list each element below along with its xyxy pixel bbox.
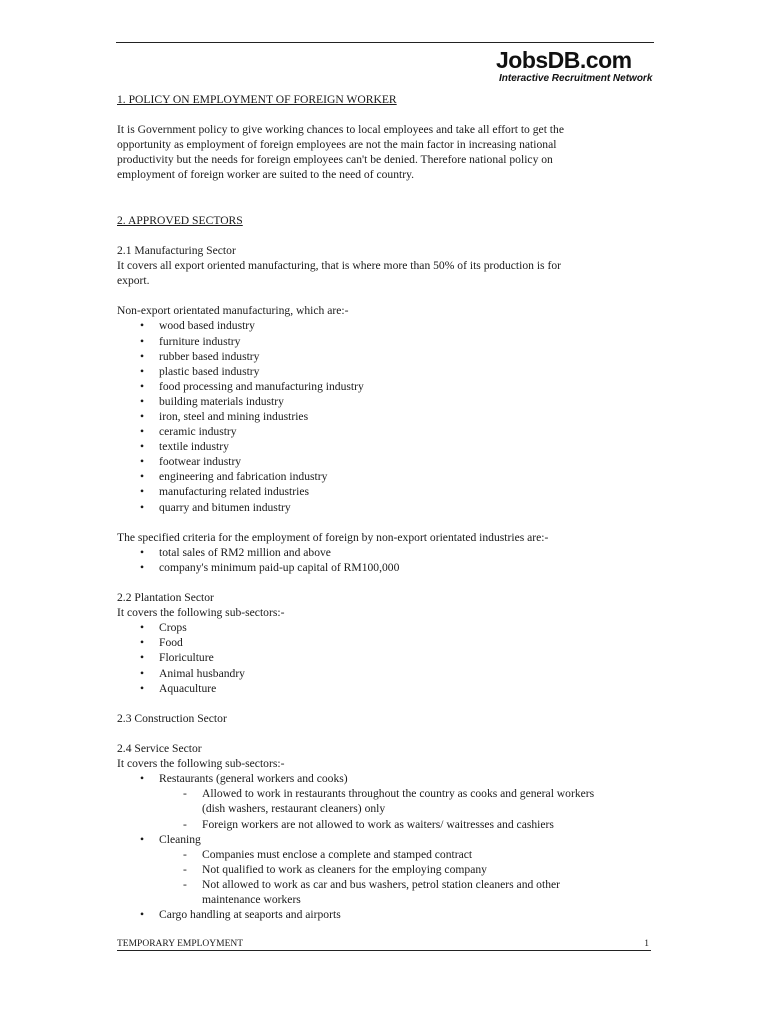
bullet-icon: • xyxy=(140,425,145,439)
bullet-icon: • xyxy=(140,364,145,378)
list-item-text: Cargo handling at seaports and airports xyxy=(159,908,341,922)
bullet-icon: • xyxy=(140,666,145,680)
section-1-heading: 1. POLICY ON EMPLOYMENT OF FOREIGN WORKER xyxy=(117,93,397,106)
list-item xyxy=(140,439,657,454)
list-item-text: Restaurants (general workers and cooks) xyxy=(159,772,348,786)
sub-note-line: Not allowed to work as car and bus washers, petrol station cleaners and other xyxy=(202,877,561,891)
list-item xyxy=(140,650,657,665)
bullet-icon: • xyxy=(140,500,145,514)
sub-note-line: Foreign workers are not allowed to work as waiters/ waitresses and cashiers xyxy=(202,817,554,831)
bullet-icon: • xyxy=(140,651,145,665)
sub-note xyxy=(183,877,657,907)
footer-rule xyxy=(117,950,651,951)
sub-note-line: maintenance workers xyxy=(202,892,301,906)
sub-note xyxy=(183,786,657,816)
list-item xyxy=(140,318,657,333)
criteria-intro: The specified criteria for the employment of foreign by non-export orientated industries are:- xyxy=(117,530,549,544)
sub-note-list xyxy=(159,786,657,831)
list-item xyxy=(140,620,657,635)
list-item-text: Floriculture xyxy=(159,651,214,665)
criteria-list xyxy=(117,545,657,575)
list-item-text: wood based industry xyxy=(159,319,255,333)
bullet-icon: • xyxy=(140,681,145,695)
list-item xyxy=(140,484,657,499)
list-item-text: Food xyxy=(159,636,183,650)
list-item-text: textile industry xyxy=(159,440,229,454)
list-item xyxy=(140,379,657,394)
bullet-icon: • xyxy=(140,485,145,499)
paragraph-line: It is Government policy to give working chances to local employees and take all effort to get the xyxy=(117,123,564,137)
document-body xyxy=(117,92,657,922)
list-item xyxy=(140,364,657,379)
list-item xyxy=(140,334,657,349)
jobsdb-logo xyxy=(496,48,654,88)
bullet-icon: • xyxy=(140,832,145,846)
list-item xyxy=(140,409,657,424)
page-number: 1 xyxy=(644,939,649,949)
dash-icon: - xyxy=(183,817,187,831)
plantation-list xyxy=(117,620,657,695)
bullet-icon: • xyxy=(140,908,145,922)
paragraph-line: It covers all export oriented manufacturing, that is where more than 50% of its production is for xyxy=(117,259,561,273)
list-item-text: Animal husbandry xyxy=(159,666,245,680)
list-item-text: engineering and fabrication industry xyxy=(159,470,328,484)
paragraph-line: productivity but the needs for foreign employees can't be denied. Therefore national policy on xyxy=(117,153,553,167)
list-item-text: Aquaculture xyxy=(159,681,217,695)
list-item xyxy=(140,666,657,681)
list-item xyxy=(140,424,657,439)
list-item xyxy=(140,771,657,831)
bullet-icon: • xyxy=(140,409,145,423)
sub-note-line: Not qualified to work as cleaners for the employing company xyxy=(202,862,487,876)
bullet-icon: • xyxy=(140,470,145,484)
list-item-text: building materials industry xyxy=(159,394,284,408)
dash-icon: - xyxy=(183,787,187,801)
list-item xyxy=(140,394,657,409)
list-item-text: Crops xyxy=(159,621,187,635)
service-intro: It covers the following sub-sectors:- xyxy=(117,757,285,771)
list-item xyxy=(140,469,657,484)
bullet-icon: • xyxy=(140,621,145,635)
manufacturing-heading: 2.1 Manufacturing Sector xyxy=(117,243,236,257)
construction-heading: 2.3 Construction Sector xyxy=(117,711,227,725)
sub-note xyxy=(183,817,657,832)
list-item xyxy=(140,500,657,515)
sub-note xyxy=(183,862,657,877)
list-item-text: ceramic industry xyxy=(159,425,237,439)
list-item xyxy=(140,907,657,922)
paragraph-line: opportunity as employment of foreign employees are not the main factor in increasing national xyxy=(117,138,557,152)
bullet-icon: • xyxy=(140,545,145,559)
dash-icon: - xyxy=(183,862,187,876)
list-item xyxy=(140,560,657,575)
logo-tagline: Interactive Recruitment Network xyxy=(499,73,653,84)
bullet-icon: • xyxy=(140,560,145,574)
list-item-text: iron, steel and mining industries xyxy=(159,409,309,423)
list-item-text: furniture industry xyxy=(159,334,241,348)
list-item-text: total sales of RM2 million and above xyxy=(159,545,331,559)
bullet-icon: • xyxy=(140,636,145,650)
list-item-text: rubber based industry xyxy=(159,349,260,363)
list-item xyxy=(140,454,657,469)
industries-list xyxy=(117,318,657,514)
dash-icon: - xyxy=(183,847,187,861)
list-item-text: food processing and manufacturing industry xyxy=(159,379,364,393)
service-list xyxy=(117,771,657,922)
list-item xyxy=(140,349,657,364)
list-item xyxy=(140,832,657,907)
bullet-icon: • xyxy=(140,334,145,348)
bullet-icon: • xyxy=(140,319,145,333)
paragraph-line: employment of foreign worker are suited to the need of country. xyxy=(117,168,415,182)
section-1-paragraph xyxy=(117,122,657,182)
list-item xyxy=(140,635,657,650)
dash-icon: - xyxy=(183,877,187,891)
bullet-icon: • xyxy=(140,440,145,454)
footer-title: TEMPORARY EMPLOYMENT xyxy=(117,939,244,949)
list-item-text: footwear industry xyxy=(159,455,242,469)
sub-note-list xyxy=(159,847,657,907)
sub-note-line: Allowed to work in restaurants throughout the country as cooks and general workers xyxy=(202,787,595,801)
bullet-icon: • xyxy=(140,772,145,786)
bullet-icon: • xyxy=(140,394,145,408)
paragraph-line: export. xyxy=(117,274,150,288)
non-export-intro: Non-export orientated manufacturing, which are:- xyxy=(117,304,349,318)
section-2-heading: 2. APPROVED SECTORS xyxy=(117,213,243,227)
sub-note xyxy=(183,847,657,862)
list-item-text: company's minimum paid-up capital of RM100,000 xyxy=(159,560,400,574)
bullet-icon: • xyxy=(140,349,145,363)
list-item-text: manufacturing related industries xyxy=(159,485,310,499)
list-item-text: plastic based industry xyxy=(159,364,260,378)
sub-note-line: (dish washers, restaurant cleaners) only xyxy=(202,802,386,816)
list-item xyxy=(140,545,657,560)
list-item xyxy=(140,681,657,696)
bullet-icon: • xyxy=(140,455,145,469)
bullet-icon: • xyxy=(140,379,145,393)
list-item-text: Cleaning xyxy=(159,832,201,846)
logo-wordmark: JobsDB.com xyxy=(496,47,632,73)
header-rule xyxy=(116,42,654,43)
list-item-text: quarry and bitumen industry xyxy=(159,500,291,514)
service-heading: 2.4 Service Sector xyxy=(117,742,202,756)
plantation-heading: 2.2 Plantation Sector xyxy=(117,591,214,605)
plantation-intro: It covers the following sub-sectors:- xyxy=(117,606,285,620)
sub-note-line: Companies must enclose a complete and stamped contract xyxy=(202,847,473,861)
